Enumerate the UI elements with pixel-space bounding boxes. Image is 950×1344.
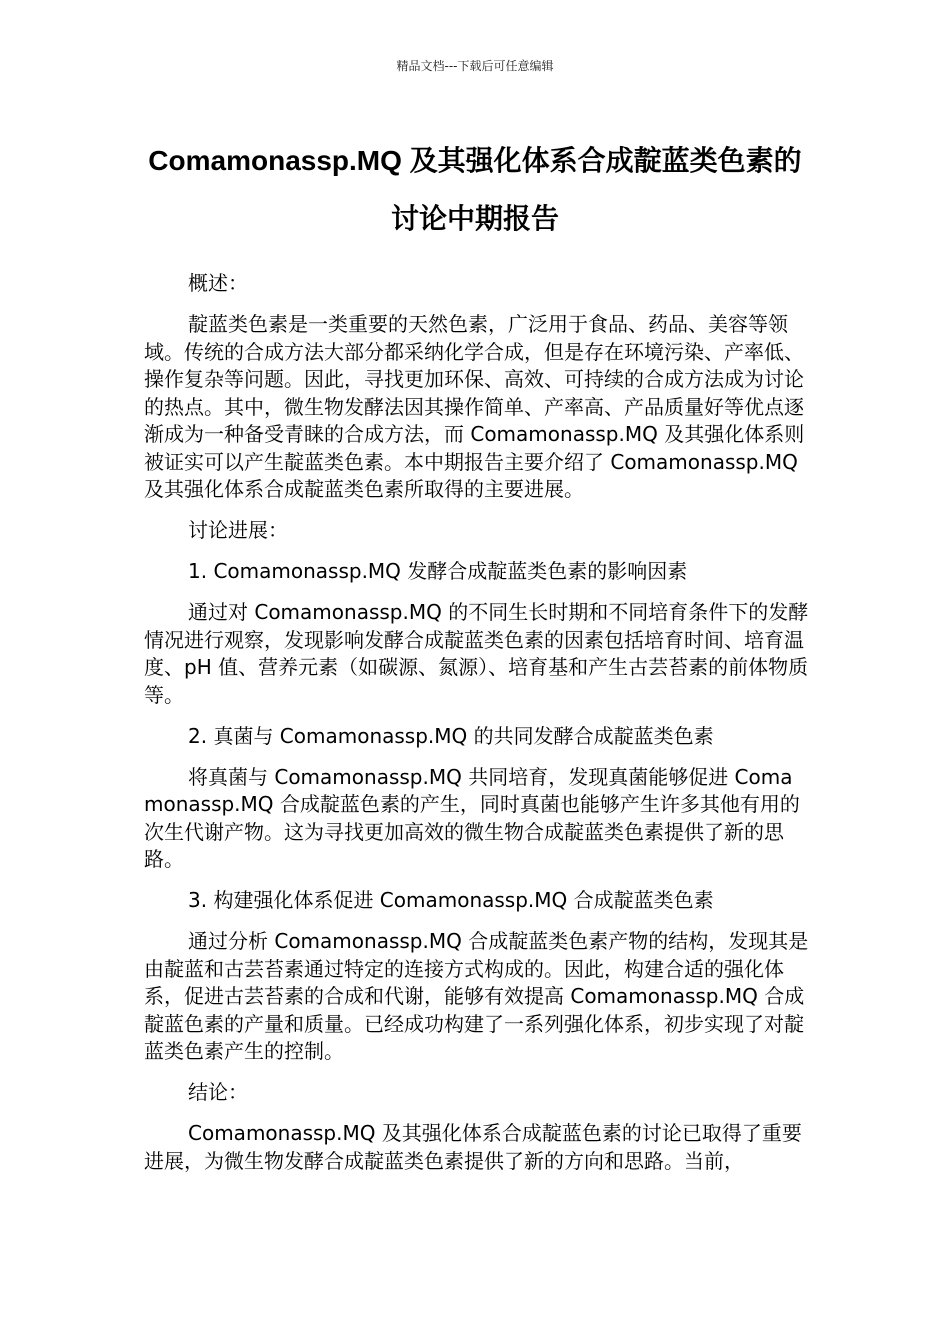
title-line-2: 讨论中期报告 [390,203,559,234]
paragraph-3: 通过分析 Comamonassp.MQ 合成靛蓝类色素产物的结构，发现其是由靛蓝和古芸苔素通过特定的连接方式构成的。因此，构建合适的强化体系，促进古芸苔素的合成和代谢，能够有效提高 Comamonassp.MQ 合成靛蓝色素的产量和质量。已经成功构建了一系列强化体系，初步实现了对靛蓝类色素产生的控制。 [144,929,809,1063]
paragraph-conclusion: Comamonassp.MQ 及其强化体系合成靛蓝色素的讨论已取得了重要进展，为微生物发酵合成靛蓝类色素提供了新的方向和思路。当前， [144,1121,802,1173]
subheading-1: 1. Comamonassp.MQ 发酵合成靛蓝类色素的影响因素 [188,559,688,583]
paragraph-2: 将真菌与 Comamonassp.MQ 共同培育，发现真菌能够促进 Comamonassp.MQ 合成靛蓝色素的产生，同时真菌也能够产生许多其他有用的次生代谢产物。这为寻找更加高效的微生物合成靛蓝类色素提供了新的思路。 [144,764,800,871]
title-line-1: Comamonassp.MQ 及其强化体系合成靛蓝类色素的 [148,145,802,176]
paragraph-overview: 靛蓝类色素是一类重要的天然色素，广泛用于食品、药品、美容等领域。传统的合成方法大部分都采纳化学合成，但是存在环境污染、产率低、操作复杂等问题。因此，寻找更加环保、高效、可持续的合成方法成为讨论的热点。其中，微生物发酵法因其操作简单、产率高、产品质量好等优点逐渐成为一种备受青睐的合成方法，而 Comamonassp.MQ 及其强化体系则被证实可以产生靛蓝类色素。本中期报告主要介绍了 Comamonassp.MQ 及其强化体系合成靛蓝类色素所取得的主要进展。 [144,312,805,501]
document-title [100,132,850,248]
page-header-note: 精品文档---下载后可任意编辑 [396,59,554,73]
heading-overview: 概述： [188,271,248,295]
subheading-3: 3. 构建强化体系促进 Comamonassp.MQ 合成靛蓝类色素 [188,888,714,912]
paragraph-1: 通过对 Comamonassp.MQ 的不同生长时期和不同培育条件下的发酵情况进行观察，发现影响发酵合成靛蓝类色素的因素包括培育时间、培育温度、pH 值、营养元素（如碳源、氮源）、培育基和产生古芸苔素的前体物质等。 [144,600,809,707]
subheading-2: 2. 真菌与 Comamonassp.MQ 的共同发酵合成靛蓝类色素 [188,723,714,748]
document-body [144,270,810,1189]
heading-progress: 讨论进展： [188,518,288,542]
heading-conclusion: 结论： [188,1080,248,1104]
